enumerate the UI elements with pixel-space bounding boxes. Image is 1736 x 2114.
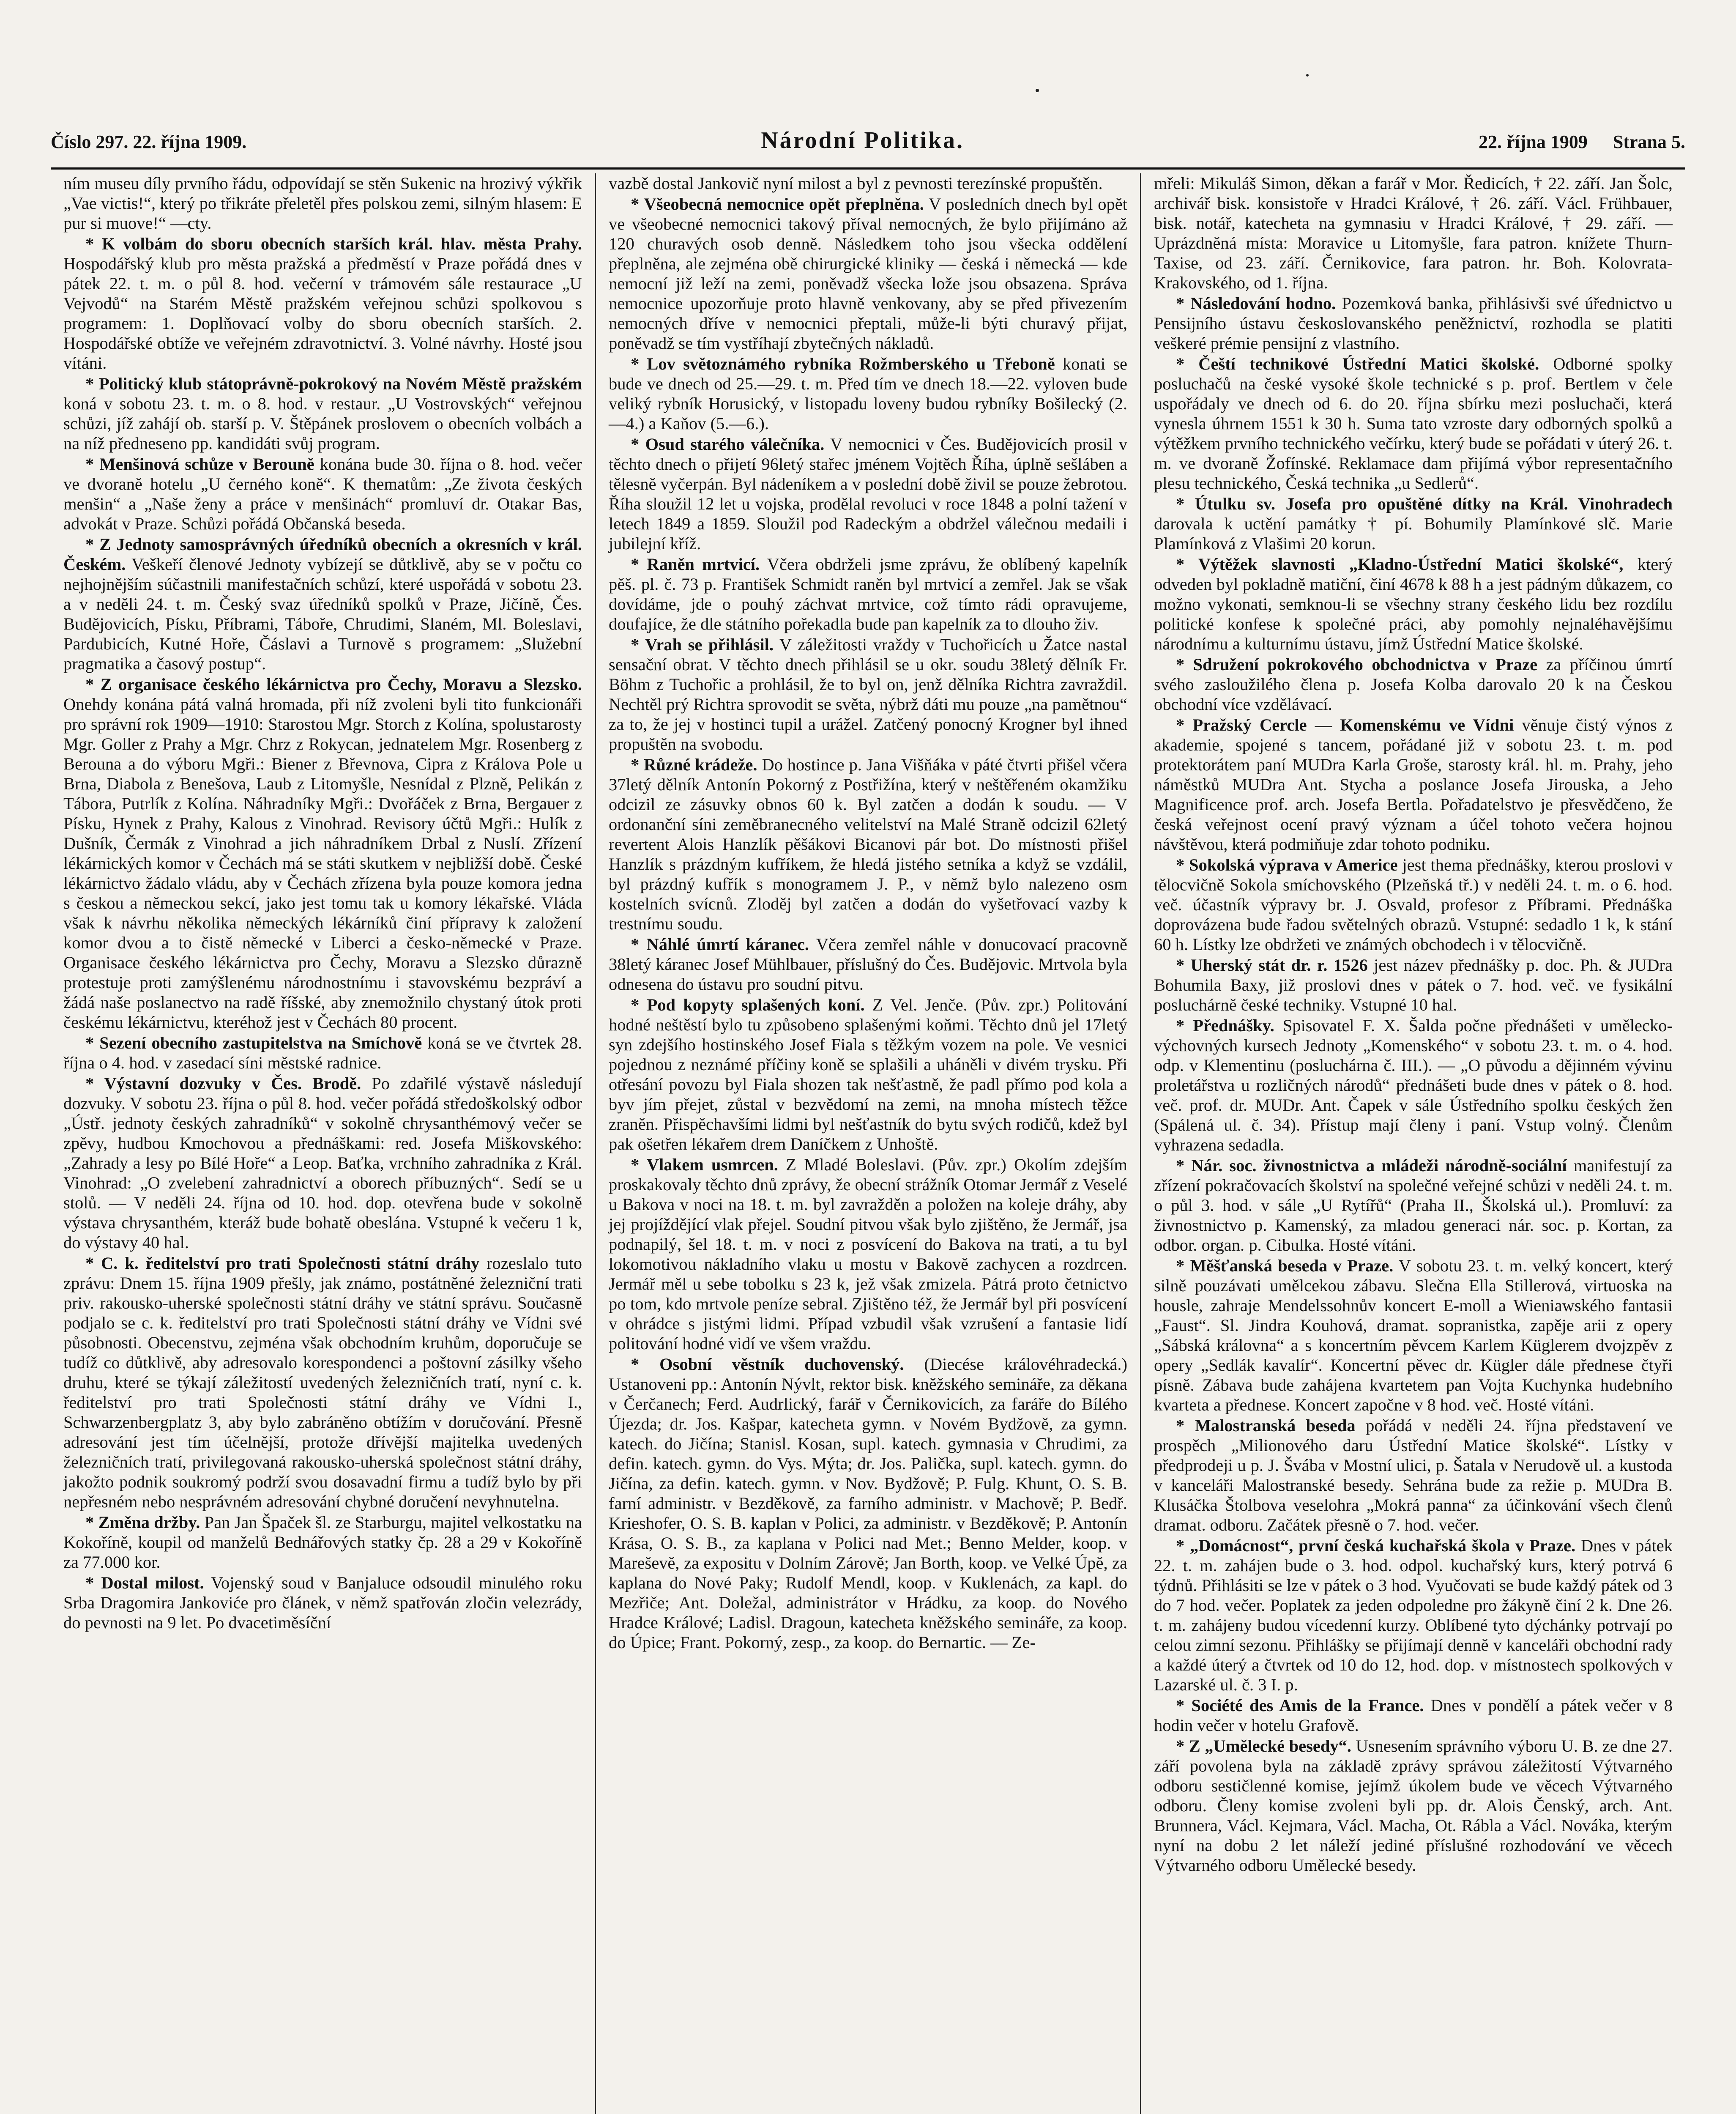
- article-paragraph: [1154, 494, 1673, 553]
- article-heading: * K volbám do sboru obecních starších král. hlav. města Prahy.: [85, 234, 582, 253]
- article-text: jest název přednášky p. doc. Ph. & JUDra Bohumila Baxy, již proslovi dnes v pátek o 7. hod. več. ve fysikální posluchárně české techniky. Vstupné 10 hal.: [1154, 956, 1673, 1014]
- article-text: koná se ve čtvrtek 28. října o 4. hod. v zasedací síni městské radnice.: [63, 1033, 582, 1072]
- article-heading: * Pod kopyty splašených koní.: [631, 995, 865, 1014]
- masthead: [51, 127, 1685, 163]
- article-text: konati se bude ve dnech od 25.—29. t. m. Před tím ve dnech 18.—22. vyloven bude veliký rybník Horusický, v listopadu loveny budou rybníky Bošilecký (2.—4.) a Kaňov (5.—6.).: [609, 354, 1127, 433]
- article-paragraph: [63, 674, 582, 1032]
- article-paragraph: [609, 1354, 1127, 1652]
- article-heading: * Osobní věstník duchovenský.: [631, 1355, 904, 1374]
- article-heading: * Přednášky.: [1176, 1016, 1274, 1035]
- article-text: Pan Jan Špaček šl. ze Starburgu, majitel velkostatku na Kokoříně, koupil od manželů Bednářových statky čp. 28 a 29 v Kokoříně za 77.000 kor.: [63, 1513, 582, 1572]
- article-paragraph: [63, 1073, 582, 1252]
- article-paragraph: [1154, 955, 1673, 1015]
- article-paragraph: [63, 454, 582, 534]
- article-text: pořádá v neděli 24. října představení ve prospěch „Milionového daru Ústřední Matice školské“. Lístky v předprodeji u p. J. Švába v Mostní ulici, p. Šatala v Nerudově ul. a kustoda v kanceláři Malostranské besedy. Sehrána bude za režie p. MUDra B. Klusáčka Štolbova veselohra „Mokrá panna“ za účinkování všech členů dramat. odboru. Začátek přesně o 7. hod. večer.: [1154, 1416, 1673, 1534]
- article-paragraph: [609, 995, 1127, 1154]
- column-3: [1140, 173, 1685, 2114]
- article-heading: * Výtěžek slavnosti „Kladno-Ústřední Matici školské“,: [1176, 555, 1624, 574]
- article-heading: * Z „Umělecké besedy“.: [1176, 1736, 1352, 1755]
- article-paragraph: [63, 1512, 582, 1572]
- article-paragraph: [609, 554, 1127, 634]
- article-text: Po zdařilé výstavě následují dozvuky. V sobotu 23. října o půl 8. hod. večer pořádá středoškolský odbor „Ústř. jednoty českých zahradníků“ v sokolně chrysanthémový večer se zpěvy, hudbou Kmochovou a přednáškami: red. Josefa Miškovského: „Zahrady a lesy po Bílé Hoře“ a Leop. Baťka, vrchního zahradníka z Král. Vinohrad: „O zvelebení zahradnictví a oborech příbuzných“. Sedí se u stolů. — V neděli 24. října od 10. hod. dop. otevřena bude v sokolně výstava chrysanthém, kteráž bude bohatě obeslána. Vstupné k večeru 1 k, do výstavy 40 hal.: [63, 1074, 582, 1252]
- article-text: V sobotu 23. t. m. velký koncert, který silně pouzávati umělcekou zábavu. Slečna Ella Stillerová, virtuoska na housle, zahraje Mendelssohnův koncert E-moll a Wieniawského fantasii „Faust“. Sl. Jindra Kouhová, dramat. sopranistka, zapěje arii z opery „Sábská královna“ a s koncertním pěvcem Karlem Küglerem dvojzpěv z opery „Sedlák kavalír“. Koncertní pěvec dr. Kügler dále přednese čtyři písně. Zábava bude zahájena kvartetem pan Vojta Kuchynka hudebního kvarteta a přednese. Koncert započne v 8 hod. več. Hosté vítáni.: [1154, 1256, 1673, 1414]
- article-paragraph: [609, 755, 1127, 934]
- article-text: darovala k uctění památky † pí. Bohumily Plamínkové slč. Marie Plamínková z Vlašimi 20 korun.: [1154, 514, 1673, 553]
- article-heading: * Útulku sv. Josefa pro opuštěné dítky na Král. Vinohradech: [1176, 494, 1673, 513]
- article-heading: * Sdružení pokrokového obchodnictva v Praze: [1176, 655, 1538, 674]
- article-heading: * Měšťanská beseda v Praze.: [1176, 1256, 1394, 1275]
- article-text: Usnesením správního výboru U. B. ze dne 27. září povolena byla na základě zprávy správou záležitostí Výtvarného odboru sestičlenné komise, jejímž úkolem bude ve věcech Výtvarného odboru. Členy komise zvoleni byli pp. dr. Alois Čenský, arch. Ant. Brunnera, Václ. Kejmara, Václ. Macha, Ot. Rábla a Václ. Nováka, kterým nyní na dobu 2 let náleží jediné příslušné rozhodování ve věcech Výtvarného odboru Umělecké besedy.: [1154, 1736, 1673, 1875]
- article-text: Dnes v pátek 22. t. m. zahájen bude o 3. hod. odpol. kuchařský kurs, který potrvá 6 týdnů. Přihlásiti se lze v pátek o 3 hod. Vyučovati se bude každý pátek od 3 do 7 hod. večer. Poplatek za jeden odpoledne pro žákyně činí 2 k. Dne 26. t. m. zahájeny budou vícedenní kurzy. Oblíbené tyto dýchánky potrvají po celou zimní sezonu. Přihlášky se přijímají denně v kanceláři obchodní rady a každé úterý a čtvrtek od 10 do 12, hod. dop. v místnostech spolkových v Lazarské ul. č. 3 I. p.: [1154, 1536, 1673, 1694]
- article-paragraph: [1154, 1736, 1673, 1875]
- article-heading: * Následování hodno.: [1176, 294, 1336, 313]
- article-heading: * Malostranská beseda: [1176, 1416, 1356, 1435]
- article-text: koná v sobotu 23. t. m. o 8. hod. v restaur. „U Vostrovských“ veřejnou schůzi, jíž zahájí ob. starší p. V. Štěpánek proslovem o obecních volbách a na níž předneseno pp. kandidáti svůj program.: [63, 394, 582, 453]
- print-speck: [1036, 89, 1039, 92]
- article-text: jest thema přednášky, kterou proslovi v tělocvičně Sokola smíchovského (Plzeňská tř.) v neděli 24. t. m. o 6. hod. več. účastník výpravy br. J. Osvald, profesor z Příbrami. Přednáška doprovázena bude řadou světelných obrazů. Vstupné: sedadlo 1 k, k stání 60 h. Lístky lze obdržeti ve známých obchodech i v tělocvičně.: [1154, 855, 1673, 954]
- article-text: rozeslalo tuto zprávu: Dnem 15. října 1909 přešly, jak známo, postátněné železniční trati priv. rakousko-uherské společnosti státní dráhy ve státní správu. Současně podjalo se c. k. ředitelství pro trati Společnosti státní dráhy ve Vídni své působnosti. Obecenstvu, zejména však obchodním kruhům, doporučuje se tudíž co důtklivě, aby adresovalo korespondenci a poštovní zásilky všeho druhu, které se týkají záležitostí uvedených železničních tratí, nyní c. k. ředitelství pro trati Společnosti státní dráhy ve Vídni I., Schwarzenbergplatz 3, aby bylo zabráněno obtížím v doručování. Přesně adresování jest tím účelnější, protože dřívější majitelka uvedených železničních tratí, privilegovaná rakousko-uherská společnost státní dráhy, jakožto podnik soukromý podrží svou dosavadní firmu a tudíž bylo by při nepřesném nebo nesprávném adresování chybné doručení nevyhnutelna.: [63, 1254, 582, 1511]
- article-heading: * Lov světoznámého rybníka Rožmberského u Třeboně: [631, 354, 1055, 373]
- article-text: V nemocnici v Čes. Budějovicích prosil v těchto dnech o přijetí 96letý stařec jménem Vojtěch Říha, úplně sešláben a tělesně vyčerpán. Byl nádeníkem a v poslední době živil se pouze žebrotou. Říha sloužil 12 let u vojska, prodělal revoluci v roce 1848 a polní tažení v letech 1849 a 1859. Sloužil pod Radeckým a obdržel válečnou medaili i jubilejní kříž.: [609, 435, 1127, 553]
- article-text: za příčinou úmrtí svého zasloužilého člena p. Josefa Kolba darovalo 20 k na Českou obchodní více vzdělávací.: [1154, 655, 1673, 714]
- article-paragraph: [63, 234, 582, 373]
- article-text: mřeli: Mikuláš Simon, děkan a farář v Mor. Ředicích, † 22. září. Jan Šolc, archivář bisk. konsistoře v Hradci Králové, † 26. září. Václ. Frühbauer, bisk. notář, katecheta na gymnasiu v Hradci Králové, † 29. září. — Uprázdněná místa: Moravice u Litomyšle, fara patron. knížete Thurn-Taxise, od 23. září. Černikovice, fara patron. hr. Boh. Kolovrata-Krakovského, od 1. října.: [1154, 174, 1673, 292]
- article-paragraph: [63, 1253, 582, 1512]
- article-text: V posledních dnech byl opět ve všeobecné nemocnici takový příval nemocných, že bylo přijímáno až 120 churavých osob denně. Následkem toho jsou všecka oddělení přeplněna, ale zejména obě chirurgické kliniky — česká i německá — kde nemocní již leží na zemi, poněvadž všecka lože jsou obsazena. Správa nemocnice upozorňuje proto hlavně venkovany, aby se před přivezením nemocných dříve v nemocnici přeptali, může-li býti churavý přijat, poněvadž se tím vystříhají zbytečných nákladů.: [609, 194, 1127, 353]
- article-heading: * Sezení obecního zastupitelstva na Smíchově: [85, 1033, 422, 1052]
- article-heading: * Raněn mrtvicí.: [631, 555, 760, 574]
- article-heading: * Uherský stát dr. r. 1526: [1176, 956, 1368, 975]
- article-paragraph: [609, 194, 1127, 353]
- article-heading: * Nár. soc. živnostnictva a mládeži národně-sociální: [1176, 1156, 1567, 1175]
- article-paragraph: [609, 173, 1127, 193]
- article-text: Dnes v pondělí a pátek večer v 8 hodin večer v hotelu Grafově.: [1154, 1696, 1673, 1735]
- article-paragraph: [1154, 354, 1673, 493]
- article-heading: * Vlakem usmrcen.: [631, 1155, 778, 1174]
- article-heading: * Různé krádeže.: [631, 755, 757, 774]
- article-paragraph: [1154, 1156, 1673, 1255]
- paper-title: Národní Politika.: [761, 127, 965, 153]
- article-paragraph: [1154, 554, 1673, 654]
- page-info: [1479, 131, 1685, 153]
- article-heading: * Menšinová schůze v Berouně: [85, 455, 314, 474]
- article-text: který odveden byl pokladně matiční, činí 4678 k 88 h a jest pádným důkazem, co možno vykonati, semknou-li se všechny strany českého lidu bez rozdílu politické konfese k společné práci, aby pomohly nejnaléhavějšímu národnímu a kulturnímu ústavu, jímž Ústřední Matice školské.: [1154, 555, 1673, 653]
- issue-date: 22. října 1909.: [133, 131, 247, 152]
- article-paragraph: [1154, 293, 1673, 353]
- header-rule: [51, 167, 1685, 170]
- article-paragraph: [63, 534, 582, 674]
- article-heading: * Politický klub státoprávně-pokrokový na Novém Městě pražském: [85, 374, 582, 393]
- article-text: Hospodářský klub pro města pražská a předměstí v Praze pořádá dnes v pátek 22. t. m. o půl 8. hod. večerní v trámovém sále restaurace „U Vejvodů“ na Starém Městě pražském veřejnou schůzi spolkovou s programem: 1. Doplňovací volby do sboru obecních starších. 2. Hospodářské obtíže ve veřejném zdravotnictví. 3. Volné návrhy. Hosté jsou vítáni.: [63, 254, 582, 372]
- article-paragraph: [1154, 1256, 1673, 1415]
- article-heading: * Dostal milost.: [85, 1573, 204, 1592]
- column-1: [51, 173, 595, 2114]
- article-heading: * Náhlé úmrtí káranec.: [631, 935, 809, 954]
- article-heading: * Société des Amis de la France.: [1176, 1696, 1424, 1715]
- article-paragraph: [1154, 1416, 1673, 1535]
- article-paragraph: [63, 374, 582, 453]
- article-paragraph: [1154, 1695, 1673, 1735]
- article-text: vazbě dostal Jankovič nyní milost a byl z pevnosti terezínské propuštěn.: [609, 174, 1103, 193]
- article-paragraph: [609, 934, 1127, 994]
- article-heading: * Pražský Cercle — Komenskému ve Vídni: [1176, 715, 1514, 734]
- article-paragraph: [1154, 654, 1673, 714]
- article-heading: * Změna držby.: [85, 1513, 200, 1532]
- article-paragraph: [1154, 855, 1673, 954]
- article-text: Onehdy konána pátá valná hromada, při níž zvoleni byli tito funkcionáři pro správní rok 1909—1910: Starostou Mgr. Storch z Kolína, spolustarosty Mgr. Goller z Prahy a Mgr. Chrz z Rokycan, jednatelem Mgr. Rosenberg z Berouna a do výboru Mgři.: Biener z Břevnova, Cipra z Králova Pole u Brna, Diabola z Benešova, Laub z Litomyšle, Nesnídal z Plzně, Pelikán z Tábora, Putrlík z Kolína. Náhradníky Mgři.: Dvořáček z Brna, Bergauer z Písku, Hynek z Prahy, Kalous z Vinohrad. Revisory účtů Mgři.: Hulík z Dušník, Čermák z Vinohrad a jich náhradníkem Drbal z Nuslí. Zřízení lékárnických komor v Čechách má se státi skutkem v nejbližší době. České lékárnictvo žádalo vládu, aby v Čechách zřízena byla pouze komora jedna s českou a německou sekcí, jako jest tomu tak u komory lékařské. Vláda však k návrhu několika německých lékárníků činí přípravy k založení komor dvou a to čistě německé v Liberci a česko-německé v Praze. Organisace českého lékárnictva pro Čechy, Moravu a Slezsko důrazně protestuje proti zamýšlenému národnostnímu i stavovskému bezpráví a žádá naše poslanectvo na radě říšské, aby znemožnilo chystaný útok proti českému lékárnictvu, kteréhož jest v Čechách 80 procent.: [63, 695, 582, 1032]
- article-text: V záležitosti vraždy v Tuchořicích u Žatce nastal sensační obrat. V těchto dnech přihlásil se u okr. soudu 38letý dělník Fr. Böhm z Tuchořic a prohlásil, že to byl on, jenž dělníka Richtra zavraždil. Nechtěl prý Richtra sprovodit se světa, nýbrž dáti mu pouze „na pamětnou“ za to, že jej v hostinci tupil a urážel. Zatčený ponocný Krogner byl ihned propuštěn na svobodu.: [609, 635, 1127, 753]
- article-paragraph: [63, 1573, 582, 1632]
- article-heading: * Osud starého válečníka.: [631, 435, 825, 454]
- article-text: manifestují za zřízení pokračovacích školství na společné veřejné schůzi v neděli 24. t. m. o půl 3. hod. v sále „U Rytířů“ (Praha II., Školská ul.). Promluví: za živnostnictvo p. Kamenský, za mladou generaci nár. soc. p. Kortan, za odbor. organ. p. Cibulka. Hosté vítáni.: [1154, 1156, 1673, 1254]
- article-text: ním museu díly prvního řádu, odpovídají se stěn Sukenic na hrozivý výkřik „Vae victis!“, který po třikráte přeletěl přes polskou zemi, silným hlasem: E pur si muove!“ —cty.: [63, 174, 582, 233]
- article-heading: * Z organisace českého lékárnictva pro Čechy, Moravu a Slezsko.: [85, 675, 582, 694]
- article-heading: * Z Jednoty samosprávných úředníků obecních a okresních v král. Českém.: [63, 535, 582, 574]
- article-heading: * Vrah se přihlásil.: [631, 635, 774, 654]
- article-text: Odborné spolky posluchačů na české vysoké škole technické s p. prof. Bertlem v čele uspořádaly ve dnech od 6. do 20. října sbírku mezi posluchači, která vynesla úhrnem 1551 k 30 h. Suma tato vzroste dary odborných spolků a výtěžkem prvního technického večírku, který bude se pořádati v úterý 26. t. m. ve dvoraně Žofínské. Reklamace dam přijímá výbor representačního plesu technického, Česká technika „u Sedlerů“.: [1154, 354, 1673, 493]
- article-text: Včera zemřel náhle v donucovací pracovně 38letý káranec Josef Mühlbauer, příslušný do Čes. Budějovic. Mrtvola byla odnesena do ústavu pro soudní pitvu.: [609, 935, 1127, 994]
- article-text: Z Mladé Boleslavi. (Pův. zpr.) Okolím zdejším proskakovaly těchto dnů zprávy, že obecní strážník Otomar Jermář z Veselé u Bakova v noci na 18. t. m. byl zavražděn a položen na koleje dráhy, aby jej projíždějící vlak přejel. Soudní pitvou však bylo zjištěno, že Jermář, jsa podnapilý, šel 18. t. m. v noci z posvícení do Bakova na trati, a tu byl lokomotivou nákladního vlaku u mostu v Bakově zachycen a rozdrcen. Jermář měl u sebe tobolku s 23 k, jež však zmizela. Pátrá proto četnictvo po tom, kdo mrtvole peníze sebral. Zjištěno též, že Jermář byl při posvícení v ohrádce s jistými lidmi. Případ vzbudil však vzrušení a fantasie lidí politování hodné vidí ve všem vraždu.: [609, 1155, 1128, 1353]
- article-text: Spisovatel F. X. Šalda počne přednášeti v umělecko-výchovných kursech Jednoty „Komenského“ v sobotu 23. t. m. o 4. hod. odp. v Klementinu (posluchárna č. III.). — „O původu a dějinném vývinu proletářstva u rozličných národů“ přednášeti bude dnes v pátek o 8. hod. več. prof. dr. MUDr. Ant. Čapek v sále Ústředního spolku českých žen (Spálená ul. č. 34). Přístup mají členy i paní. Vstup volný. Členům vyhrazena sedadla.: [1154, 1016, 1673, 1154]
- article-paragraph: [63, 173, 582, 233]
- article-paragraph: [609, 1155, 1127, 1353]
- article-text: Veškeří členové Jednoty vybízejí se důtklivě, aby se v počtu co nejhojnějším súčastnili manifestačních schůzí, které uspořádá v sobotu 23. a v neděli 24. t. m. Český svaz úředníků spolků v Praze, Jičíně, Čes. Budějovicích, Písku, Příbrami, Táboře, Chrudimi, Slaném, Ml. Boleslavi, Pardubicích, Kutné Hoře, Čáslavi a Turnově s programem: „Služební pragmatika a časový postup“.: [63, 555, 582, 673]
- article-text: Pozemková banka, přihlásivši své úřednictvo u Pensijního ústavu českoslovanského peněžnictví, rozhodla se platiti veškeré prémie pensijní z vlastního.: [1154, 294, 1673, 353]
- article-paragraph: [609, 434, 1127, 553]
- article-text: Včera obdrželi jsme zprávu, že oblíbený kapelník pěš. pl. č. 73 p. František Schmidt raněn byl mrtvicí a zemřel. Jak se však dovídáme, jde o pouhý záchvat mrtvice, což tímto rádi opravujeme, doufajíce, že dle státního pořekadla bude pan kapelník za to dlouho živ.: [609, 555, 1127, 633]
- article-text: (Diecése královéhradecká.) Ustanoveni pp.: Antonín Nývlt, rektor bisk. kněžského semináře, za děkana v Čerčanech; Ferd. Audrlický, farář v Černikovicích, za faráře do Bílého Újezda; dr. Jos. Kašpar, katecheta gymn. v Novém Bydžově, za gymn. katech. do Jičína; Stanisl. Kosan, supl. katech. gymnasia v Chrudimi, za defin. katech. gymn. do Vys. Mýta; dr. Jos. Palička, supl. katech. gymn. do Jičína, za defin. katech. gymn. v Nov. Bydžově; P. Fulg. Khunt, O. S. B. farní administr. v Bezděkově, za farního administr. v Machově; P. Bedř. Krieshofer, O. S. B. kaplan v Polici, za administr. v Bezděkově; P. Antonín Krása, O. S. B., za kaplana v Polici nad Met.; Benno Melder, koop. v Mareševě, za expositu v Dolním Zárově; Jan Borth, koop. ve Velké Úpě, za kaplana do Nové Paky; Rudolf Mendl, koop. v Kuklenách, za kapl. do Mezřiče; Ant. Doležal, administrátor v Hrádku, za koop. do Nového Hradce Králové; Ladisl. Dragoun, katecheta kněžského semináře, za koop. do Úpice; Frant. Pokorný, zesp., za koop. do Bernartic. — Ze-: [609, 1355, 1128, 1652]
- article-text: Do hostince p. Jana Višňáka v páté čtvrti přišel včera 37letý dělník Antonín Pokorný z Postřižína, který v neštěřeném okamžiku odcizil ze zásuvky obnos 60 k. Byl zatčen a dodán k soudu. — V ordonanční síni zeměbranecného velitelství na Malé Straně odcizil 62letý revertent Alois Hanzlík pěšákovi Bicanovi pár bot. Do místnosti přišel Hanzlík s prázdným kufříkem, že hledá jistého setníka a když se vzdálil, byl prázdný kufřík s monogramem J. P., v němž bylo nalezeno osm kostelních svícnů. Zloděj byl zatčen a dodán do vyšetřovací vazby k trestnímu soudu.: [609, 755, 1128, 933]
- issue-number: Číslo 297.: [51, 131, 128, 152]
- article-heading: * Výstavní dozvuky v Čes. Brodě.: [85, 1074, 361, 1093]
- article-paragraph: [609, 354, 1127, 433]
- article-paragraph: [63, 1033, 582, 1073]
- column-2: [595, 173, 1140, 2114]
- article-paragraph: [1154, 715, 1673, 854]
- article-columns: [51, 173, 1685, 2114]
- article-text: konána bude 30. října o 8. hod. večer ve dvoraně hotelu „U černého koně“. K thematům: „Ze života českých menšin“ a „Naše ženy a práce v menšinách“ promluví dr. Otakar Bas, advokát v Praze. Schůzi pořádá Občanská beseda.: [63, 455, 582, 533]
- article-text: Vojenský soud v Banjaluce odsoudil minulého roku Srba Dragomira Jankoviće pro článek, v němž spatřován zločin velezrády, do pevnosti na 9 let. Po dvacetiměsíční: [63, 1573, 582, 1632]
- print-speck: [1306, 74, 1309, 77]
- article-text: věnuje čistý výnos z akademie, spojené s tancem, pořádané již v sobotu 23. t. m. pod protektorátem paní MUDra Karla Groše, starosty král. hl. m. Prahy, jeho náměstků MUDra Ant. Stycha a poslance Josefa Jirouska, a Jeho Magnificence prof. arch. Josefa Bertla. Pořadatelstvo je přesvědčeno, že česká veřejnost ocení pravý význam a účel tohoto večera hojnou návštěvou, která podmiňuje zdar tohoto podniku.: [1154, 715, 1673, 854]
- article-heading: * Všeobecná nemocnice opět přeplněna.: [631, 194, 924, 214]
- article-heading: * „Domácnost“, první česká kuchařská škola v Praze.: [1176, 1536, 1576, 1555]
- date-right: 22. října 1909: [1478, 131, 1588, 152]
- article-paragraph: [1154, 1536, 1673, 1695]
- article-paragraph: [609, 635, 1127, 754]
- page-number: Strana 5.: [1613, 131, 1685, 152]
- article-paragraph: [1154, 173, 1673, 293]
- issue-info: [51, 131, 246, 153]
- article-heading: * Čeští technikové Ústřední Matici školské.: [1176, 354, 1539, 373]
- article-paragraph: [1154, 1016, 1673, 1155]
- article-heading: * Sokolská výprava v Americe: [1176, 855, 1398, 874]
- article-heading: * C. k. ředitelství pro trati Společnosti státní dráhy: [85, 1254, 480, 1273]
- article-text: Z Vel. Jenče. (Pův. zpr.) Politování hodné neštěstí bylo tu způsobeno splašenými koňmi. Těchto dnů jel 17letý syn zdejšího hostinského Josef Fiala s těžkým vozem na pole. Ve vesnici pojednou z neznámé příčiny koně se splašili a uháněli v divém trysku. Při otřesání povozu byl Fiala shozen tak nešťastně, že padl přímo pod kola a byv jím přejet, zůstal v bezvědomí na zemi, na mnoha místech těžce zraněn. Přispěchavšími lidmi byl nešťastník do bytu svých rodičů, kdež byl pak ošetřen lékařem drem Daníčkem z Unhoště.: [609, 995, 1127, 1153]
